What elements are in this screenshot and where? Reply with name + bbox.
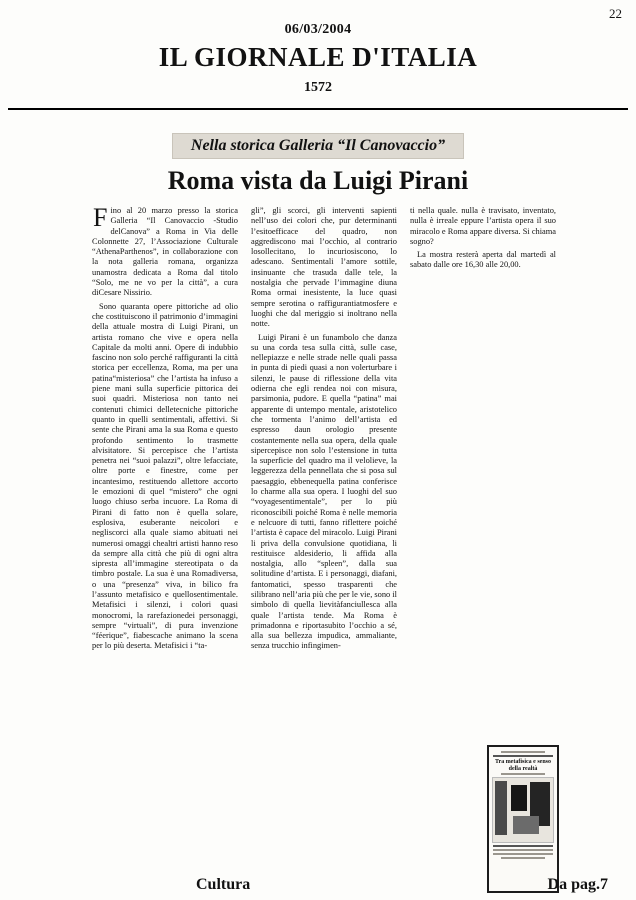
issue-number: 1572 <box>304 80 332 95</box>
issue-date: 06/03/2004 <box>284 22 352 37</box>
paragraph: Luigi Pirani è un funambolo che danza su una corda tesa sulla città, sulle case, nellepiazze e nelle strade nelle quali passa in punta di piedi quasi a non volerturbare i silenzi, le pause di riflessione della vita odierna che egli rendea noi con misura, parsimonia, pudore. E quella “patina” mai apparente di untempo mentale, aristotelico che tormenta l’animo dell’artista ed espresso daun orologio presente costantemente nella sua opera, della quale sipercepisce non solo l’estensione in tutta la superficie del quadro ma il velolieve, la leggerezza della pennellata che si posa sul paesaggio, ebbenequella patina conferisce lo charme alla sua opera. I luoghi del suo “voyagesentimentale”, per lo più riconoscibili poiché Roma è nelle memoria e nelcuore di tutti, fanno riflettere poiché l’artista è capace del miracolo. Luigi Pirani li priva della convulsione quotidiana, li restituisce aldesiderio, li affida alla nostalgia, allo “spleen”, dalla sua solitudine d’artista. E i personaggi, diafani, fantomatici, spesso trasparenti che silibrano nell’aria più che per le vie, sono il simbolo di quella lievitàfanciullesca alla quale l’artista tende. Ma Roma è primadonna e riportasubito l’occhio a sé, alla sua bellezza impudica, ammaliante, senza trucchio infingimen- <box>251 332 397 651</box>
article-clipping <box>0 134 636 655</box>
paragraph: ti nella quale. nulla è travisato, inventato, nulla è irreale eppure l’artista opera il suo miracolo e Roma appare diversa. Si chiama sogno? <box>410 206 556 246</box>
header-divider <box>8 108 628 110</box>
section-label: Cultura <box>196 876 251 893</box>
article-column-3 <box>410 206 556 655</box>
paragraph: Sono quaranta opere pittoriche ad olio che costituiscono il patrimonio d’immagini della attuale mostra di Luigi Pirani, un artista romano che vive e opera nella Capitale da molti anni. Opere di indubbio fascino non solo perché raffiguranti la città storica per eccellenza, Roma, ma per una patina“misteriosa” che l’artista ha infuso a piene mani sulla superficie pittorica dei suoi quadri. Misteriosa non tanto nei contenuti chimici delletecniche pittoriche quanto in quelli sentimentali, affettivi. Si sente che Pirani ama la sua Roma e questo profondo sentimento lo trasmette alvisitatore. Si percepisce che l’artista penetra nei “suoi palazzi”, oltre lefacciate, oltre porte e finestre, come per incantesimo, restituendo allettore accorto le emozioni di quel “mistero” che ogni luogo chiuso serba incuore. La Roma di Pirani di fatto non è quella solare, esplosiva, esuberante neicolori e negliscorci alla quale siamo abituati nei numerosi omaggi chealtri artisti hanno reso da sempre alla città che più di ogni altra sipresta all’immagine stereotipata o da timbro postale. La sua è una Romadiversa, o una “presenza” viva, in bilico fra l’assunto metafisico e quellosentimentale. Metafisici i silenzi, i colori quasi monocromi, la rarefazionedei personaggi, sempre “virtuali”, di pura invenzione “féerique”, fiabescache animano la scena per lo più deserta. Metafisici i “ta- <box>92 301 238 651</box>
article-column-1 <box>92 203 238 655</box>
article-column-2 <box>251 206 397 655</box>
thumbnail-header-line <box>493 755 553 757</box>
thumbnail-photo <box>492 777 554 843</box>
page-number: 22 <box>609 6 622 21</box>
source-page-reference: Da pag.7 <box>547 876 608 893</box>
related-clipping-thumbnail <box>487 745 559 893</box>
masthead-title: IL GIORNALE D'ITALIA <box>158 42 478 72</box>
thumbnail-subtitle-line <box>501 773 544 775</box>
paragraph: gli”, gli scorci, gli interventi sapienti nell’uso dei colori che, pur determinanti l’esitoefficace del quadro, non aggrediscono mai l’occhio, al contrario losollecitano, lo incuriosiscono, lo adescano. Sentimentali l’amore sottile, insinuante che trasuda dalle tele, la nostalgia che pervade l’immagine diuna Roma ormai inesistente, la luce quasi sempre serotina o raffigurantiatmosfere e luoghi che dal meriggio si inoltrano nella notte. <box>251 206 397 329</box>
article-body <box>92 203 562 655</box>
article-kicker: Nella storica Galleria “Il Canovaccio” <box>173 134 463 158</box>
thumbnail-caption-line <box>493 845 553 847</box>
article-title: Roma vista da Luigi Pirani <box>167 166 469 195</box>
thumbnail-text-line <box>493 853 553 855</box>
photo-shape <box>511 785 527 811</box>
paragraph: La mostra resterà aperta dal martedì al sabato dalle ore 16,30 alle 20,00. <box>410 250 556 270</box>
thumbnail-article-title: Tra metafisica e senso della realtà <box>494 759 552 772</box>
paragraph-text: ino al 20 marzo presso la storica Galleria “Il Canovaccio -Studio delCanova” a Roma in Via delle Colonnette 27, l’Associazione Culturale “AthenaParthenos”, in collaborazione con la nota galleria romana, organizza unamostra dedicata a Roma dal titolo “Solo, me ne vo per la città”, a cura diCesare Nissirio. <box>92 206 238 298</box>
thumbnail-text-line <box>501 857 544 859</box>
dropcap-letter: F <box>93 203 108 232</box>
paragraph <box>92 203 238 299</box>
photo-shape <box>513 816 539 834</box>
thumbnail-header-line <box>501 751 544 753</box>
thumbnail-text-line <box>493 849 553 851</box>
photo-shape <box>495 781 507 835</box>
